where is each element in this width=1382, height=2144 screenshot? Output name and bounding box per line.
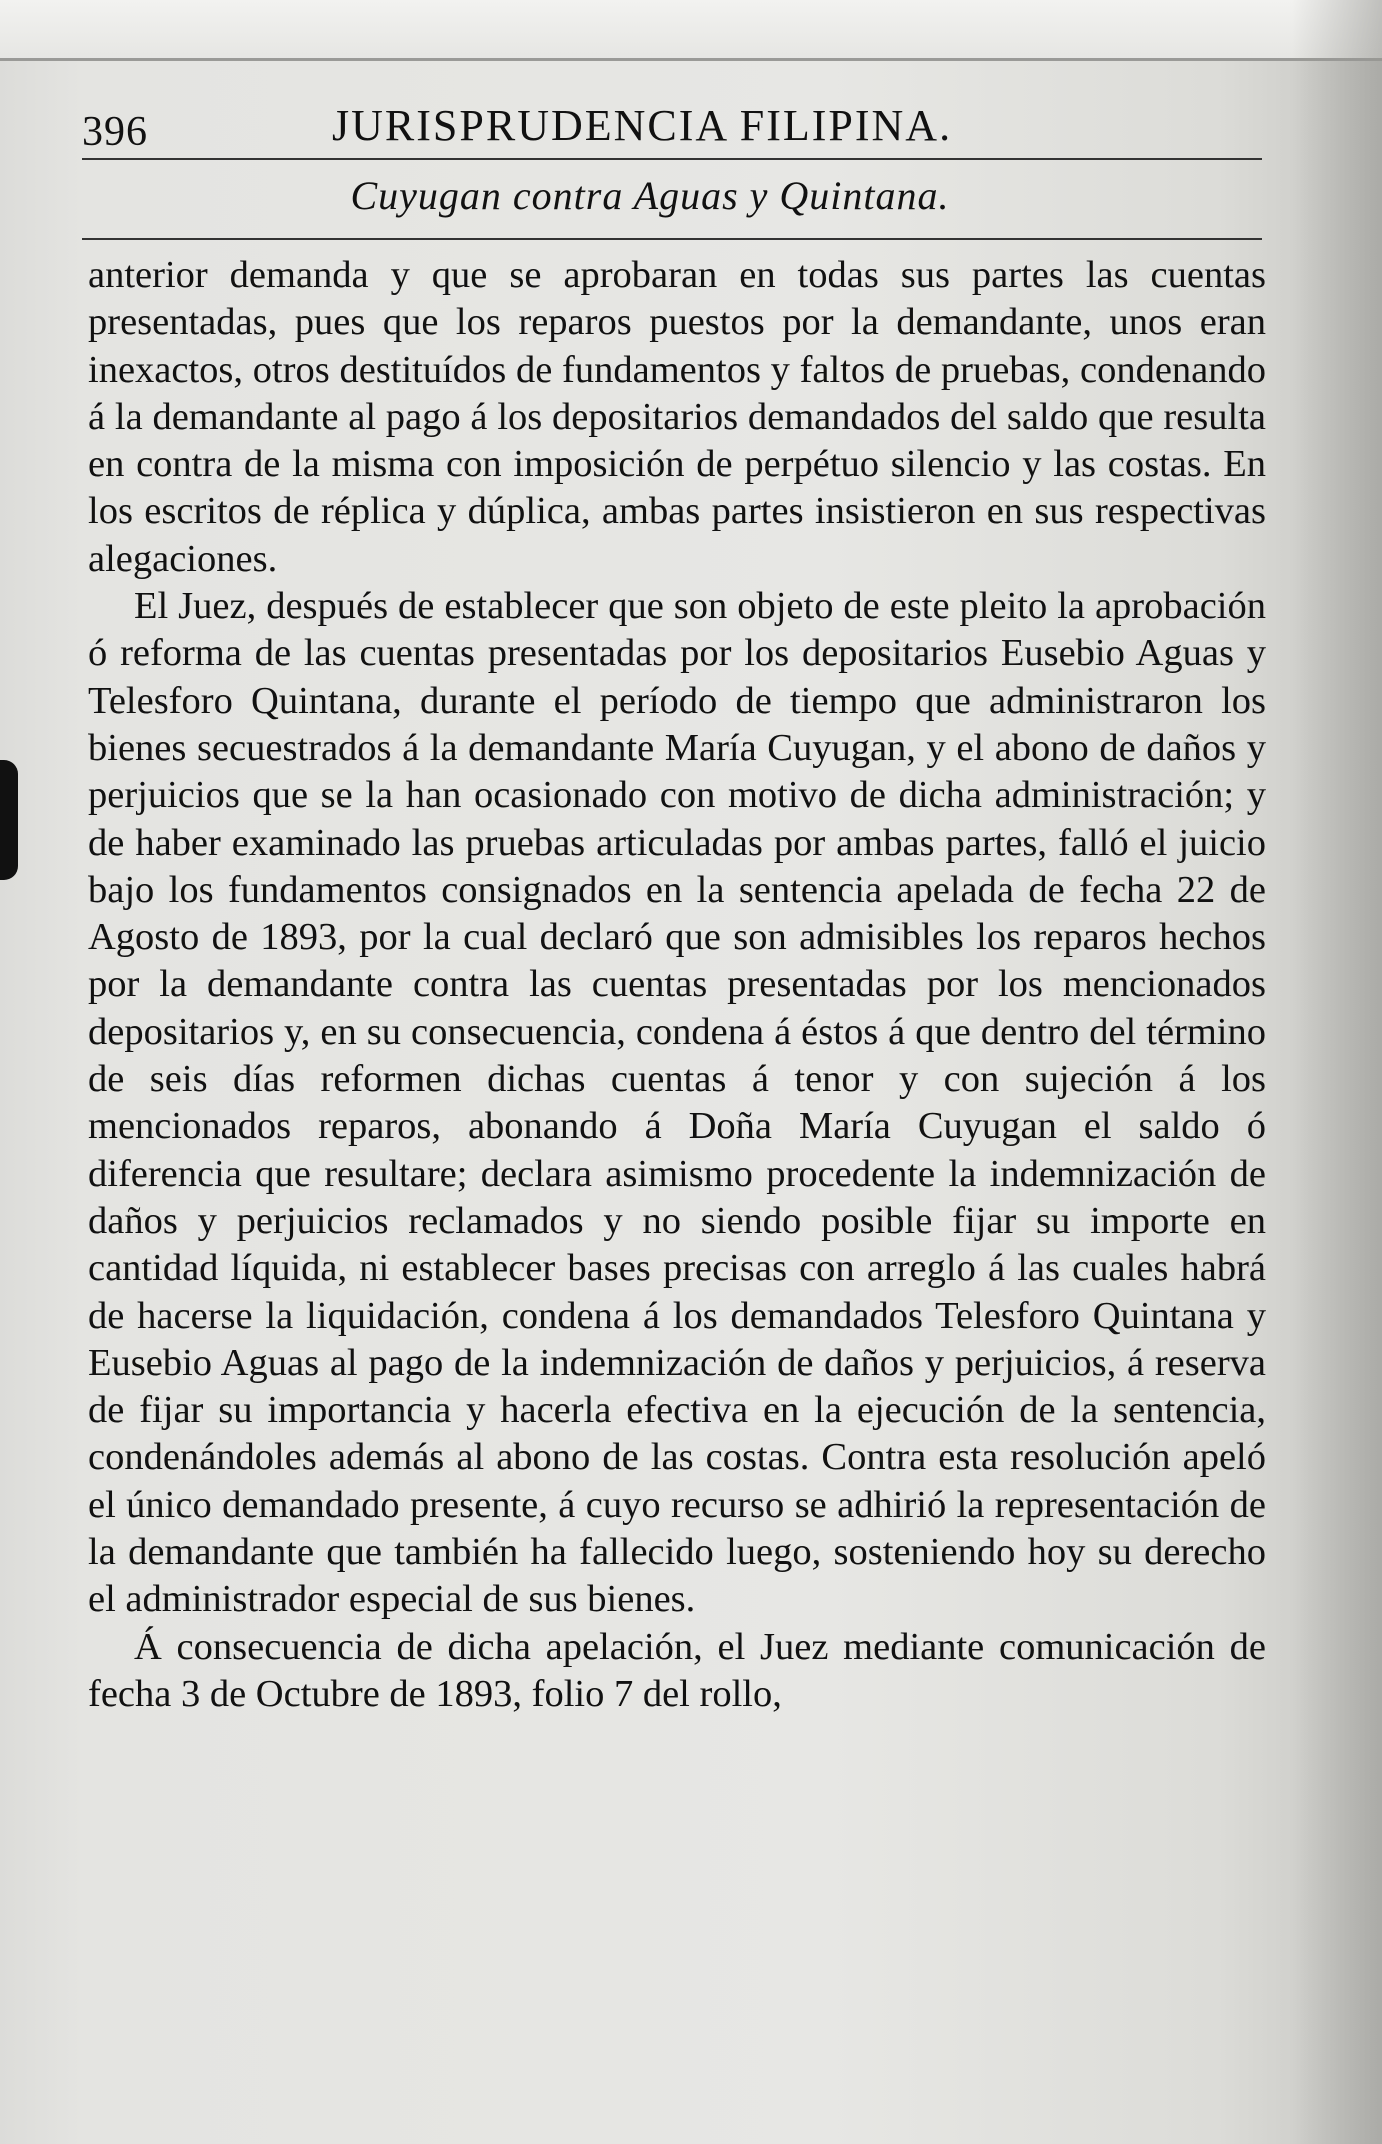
case-title: Cuyugan contra Aguas y Quintana. — [350, 173, 950, 218]
header-rule-top — [82, 158, 1262, 160]
paragraph-judgment: El Juez, después de establecer que son objeto de este pleito la aprobación ó reforma de las cuentas presentadas por los depositarios Eusebio Aguas y Telesforo Quintana, durante el período de tiempo que administraron los bienes secuestrados á la demandante María Cuyugan, y el abono de daños y perjuicios que se la han ocasionado con motivo de dicha administración; y de haber examinado las pruebas articuladas por ambas partes, falló el juicio bajo los fundamentos consignados en la sentencia apelada de fecha 22 de Agosto de 1893, por la cual declaró que son admisibles los reparos hechos por la demandante contra las cuentas presentadas por los mencionados depositarios y, en su consecuencia, condena á éstos á que dentro del término de seis días reformen dichas cuentas á tenor y con sujeción á los mencionados reparos, abonando á Doña María Cuyugan el saldo ó diferencia que resultare; declara asimismo procedente la indemnización de daños y perjuicios reclamados y no siendo posible fijar su importe en cantidad líquida, ni establecer bases precisas con arreglo á las cuales habrá de hacerse la liquidación, condena á los demandados Telesforo Quintana y Eusebio Aguas al pago de la indemnización de daños y perjuicios, á reserva de fijar su importancia y hacerla efectiva en la ejecución de la sentencia, condenándoles además al abono de las costas. Contra esta resolución apeló el único demandado presente, á cuyo recurso se adhirió la representación de la demandante que también ha fallecido luego, sosteniendo hoy su derecho el administrador especial de sus bienes. — [88, 585, 1266, 1621]
scan-edge-line — [0, 58, 1382, 61]
page-top-margin — [0, 0, 1382, 60]
header-rule-bottom — [82, 238, 1262, 240]
body-text — [88, 252, 1266, 2132]
gutter-shadow — [1292, 0, 1382, 2144]
page-number: 396 — [82, 109, 148, 155]
paragraph-continuation: anterior demanda y que se aprobaran en todas sus partes las cuentas presentadas, pues que los reparos puestos por la demandante, unos eran inexactos, otros destituídos de fundamentos y faltos de pruebas, condenando á la demandante al pago á los depositarios demandados del saldo que resulta en contra de la misma con imposición de perpétuo silencio y las costas. En los escritos de réplica y dúplica, ambas partes insistieron en sus respectivas alegaciones. — [88, 254, 1266, 580]
paragraph-appeal: Á consecuencia de dicha apelación, el Juez mediante comunicación de fecha 3 de Octubre de 1893, folio 7 del rollo, — [88, 1625, 1266, 1715]
binding-mark — [0, 760, 18, 880]
running-title: JURISPRUDENCIA FILIPINA. — [332, 101, 953, 150]
page-header — [82, 90, 1262, 160]
